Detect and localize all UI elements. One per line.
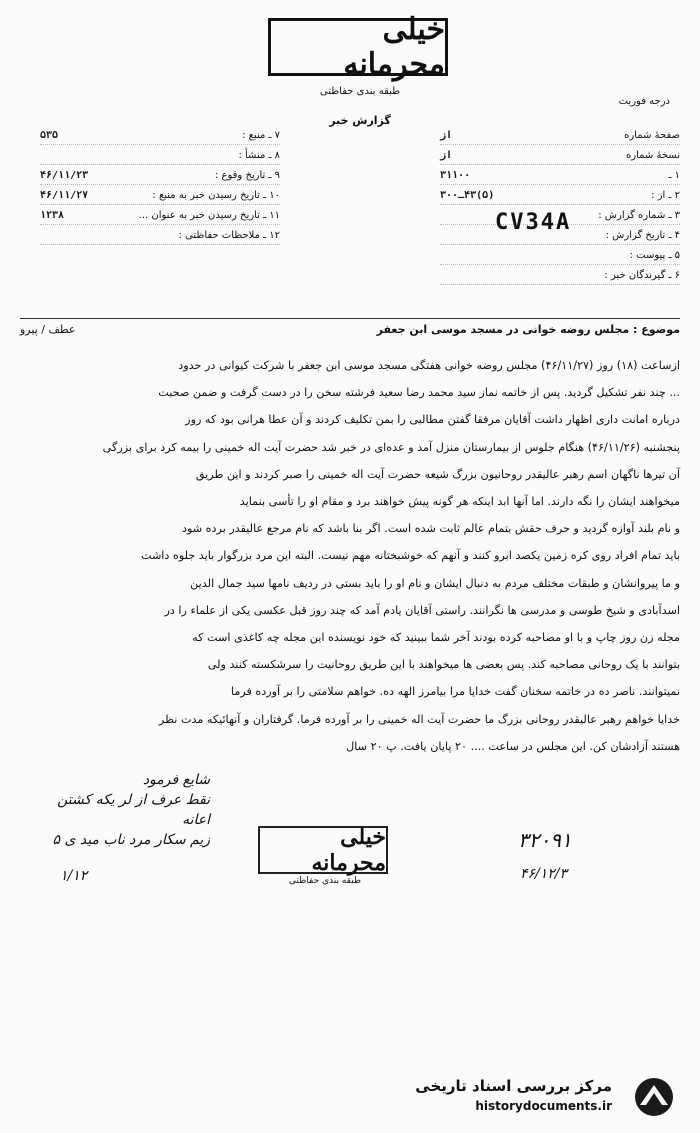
field-label: ۱ ـ [668, 170, 680, 181]
archive-logo-icon [626, 1075, 682, 1119]
handwritten-reference-date: ۴۶/۱۲/۳ [520, 866, 568, 882]
field-label: نسخهٔ شماره [626, 150, 680, 161]
field-row [40, 168, 280, 185]
report-fields-right [440, 128, 680, 288]
classification-stamp: خیلی محرمانه [258, 826, 388, 874]
field-label: ۴ ـ تاریخ گزارش : [605, 230, 680, 241]
archive-url[interactable]: historydocuments.ir [475, 1099, 612, 1113]
classification-header: خیلی محرمانه [268, 18, 448, 76]
field-value: (۵)۴۳ـ۳۰۰ [440, 190, 495, 201]
field-row [440, 148, 680, 165]
body-line: میخواهند ایشان را نگه دارند. اما آنها ابد اینکه هر گونه پیش خواهند برد و مقام او را تأسی بنماید [239, 495, 680, 509]
field-label: ۳ ـ شماره گزارش : [598, 210, 680, 221]
field-value: ۳۱۱۰۰ [440, 170, 471, 181]
field-label: ۵ ـ پیوست : [629, 250, 680, 261]
field-value: از [440, 130, 453, 141]
archive-footer [415, 1073, 690, 1119]
field-label: ۹ ـ تاریخ وقوع : [214, 170, 280, 181]
field-row [40, 228, 280, 245]
handwritten-line: شایع فرمود [142, 772, 210, 788]
body-line: خدایا خواهم رهبر عالیقدر روحانی بزرگ ما حضرت آیت اله خمینی را بر آورده فرما. گرفتاران و آنهائیکه مدت نظر [158, 712, 680, 726]
stamp-subtitle: طبقه بندی حفاظتی [288, 876, 362, 886]
field-row [40, 208, 280, 225]
field-row [440, 188, 680, 205]
body-line: مجله زن روز چاپ و با او مصاحبه کرده بودند آخر شما ببینید که خود نویسنده این مجله چه کاغذی است که [192, 631, 680, 645]
field-label: ۸ ـ منشأ : [238, 150, 280, 161]
handwritten-line: نقط عرف از لر یکه کشتن اعانه [57, 792, 210, 828]
field-row [40, 188, 280, 205]
reference-note: عطف / پیرو [20, 323, 76, 336]
body-line: هستند آزادشان کن. این مجلس در ساعت .... ۲۰ پایان یافت. پ ۲۰ سال [346, 739, 680, 753]
handwritten-line: زیم سکار مرد ناب مید ی ۵ [52, 832, 210, 848]
field-value: ۱۲۳۸ [40, 210, 65, 221]
field-label: صفحهٔ شماره [624, 130, 680, 141]
field-value: ۵۳۵ [40, 130, 59, 141]
body-line: اسدآبادی و شیخ طوسی و مدرسی ها نگرانند. راستی آقایان یادم آمد که چند روز قبل عکسی یکی از علماء را در [164, 603, 680, 617]
archive-title: مرکز بررسی اسناد تاریخی [415, 1077, 612, 1095]
topic-row [20, 318, 680, 336]
handwritten-date: ۱/۱۲ [60, 868, 88, 884]
field-label: ۱۲ ـ ملاحظات حفاظتی : [178, 230, 280, 241]
field-row [440, 248, 680, 265]
body-line: درباره امانت داری اظهار داشت آقایان مرفقا گفتن مطالبی را بمن تکلیف کردند و آن عطا هرانی بود که روز [185, 413, 680, 427]
body-line: ازساعت (۱۸) روز (۴۶/۱۱/۲۷) مجلس روضه خوانی هفتگی مسجد موسی ابن جعفر با شرکت کیوانی در حدود [178, 359, 680, 372]
field-label: ۲ ـ از : [651, 190, 680, 201]
classification-subtitle: طبقه بندی حفاظتی [319, 86, 401, 97]
field-label: ۶ ـ گیرندگان خبر : [604, 270, 680, 281]
field-value: ۴۶/۱۱/۲۷ [40, 190, 89, 201]
body-line: آن تیرها ناگهان اسم رهبر عالیقدر روحانیون بزرگ شیعه حضرت آیت اله خمینی را صبر کردند و این طریق [195, 467, 680, 481]
body-line: نمیتوانند. ناصر ده در خاتمه سخنان گفت خدایا مرا بیامرز الهه ده. خواهم سلامتی را بر آورده فرما [230, 685, 680, 699]
handwritten-reference-number: ۳۲۰۹۱ [518, 828, 572, 852]
topic-label: موضوع : مجلس روضه خوانی در مسجد موسی ابن جعفر [376, 323, 680, 336]
field-value: از [440, 150, 453, 161]
field-row [440, 268, 680, 285]
report-fields-left [40, 128, 280, 248]
body-line: باید تمام افراد روی کره زمین یکصد ابرو کنند و آنهم که خوشبختانه مهم نیست. البته این مرد بزرگوار باید جلوه داشت [140, 549, 680, 563]
field-row [40, 128, 280, 145]
report-body [22, 352, 680, 760]
field-row [440, 168, 680, 185]
body-line: پنجشنبه (۴۶/۱۱/۲۶) هنگام جلوس از بیمارستان منزل آمد و عده‌ای در خبر شد حضرت آیت اله خمینی را بیمه کرد برای بزرگی [102, 440, 680, 454]
field-label: ۱۰ ـ تاریخ رسیدن خبر به منبع : [152, 190, 280, 201]
body-line: ... چند نفر تشکیل گردید. پس از خاتمه نماز سید محمد رضا سعید فرشته سخن را در دست گرفت و ضمن صحبت [158, 386, 680, 400]
field-row [40, 148, 280, 165]
body-line: بتوانند با یک روحانی مصاحبه کند. پس بعضی ها میخواهند با این طریق روحانیت را سرشکسته کنند ولی [207, 658, 680, 672]
handwritten-annotation [40, 770, 210, 850]
field-value: ۴۶/۱۱/۲۳ [40, 170, 89, 181]
report-type-title: گزارش خبر [329, 114, 391, 127]
report-code-stamp: CV34A [495, 210, 572, 235]
field-row [440, 128, 680, 145]
priority-label: درجه فوریت [618, 96, 670, 107]
field-label: ۷ ـ منبع : [242, 130, 280, 141]
field-label: ۱۱ ـ تاریخ رسیدن خبر به عنوان ... [138, 210, 280, 221]
body-line: و نام بلند آوازه گردید و حرف حقش بتمام عالم ثابت شده است. اگر بنا باشد که نام مرجع عالیقدر برده شود [181, 522, 680, 536]
body-line: و ما پیروانشان و طبقات مختلف مردم به دنبال ایشان و نام او را باید بستی در ردیف نامها سید جمال الدین [190, 576, 680, 590]
